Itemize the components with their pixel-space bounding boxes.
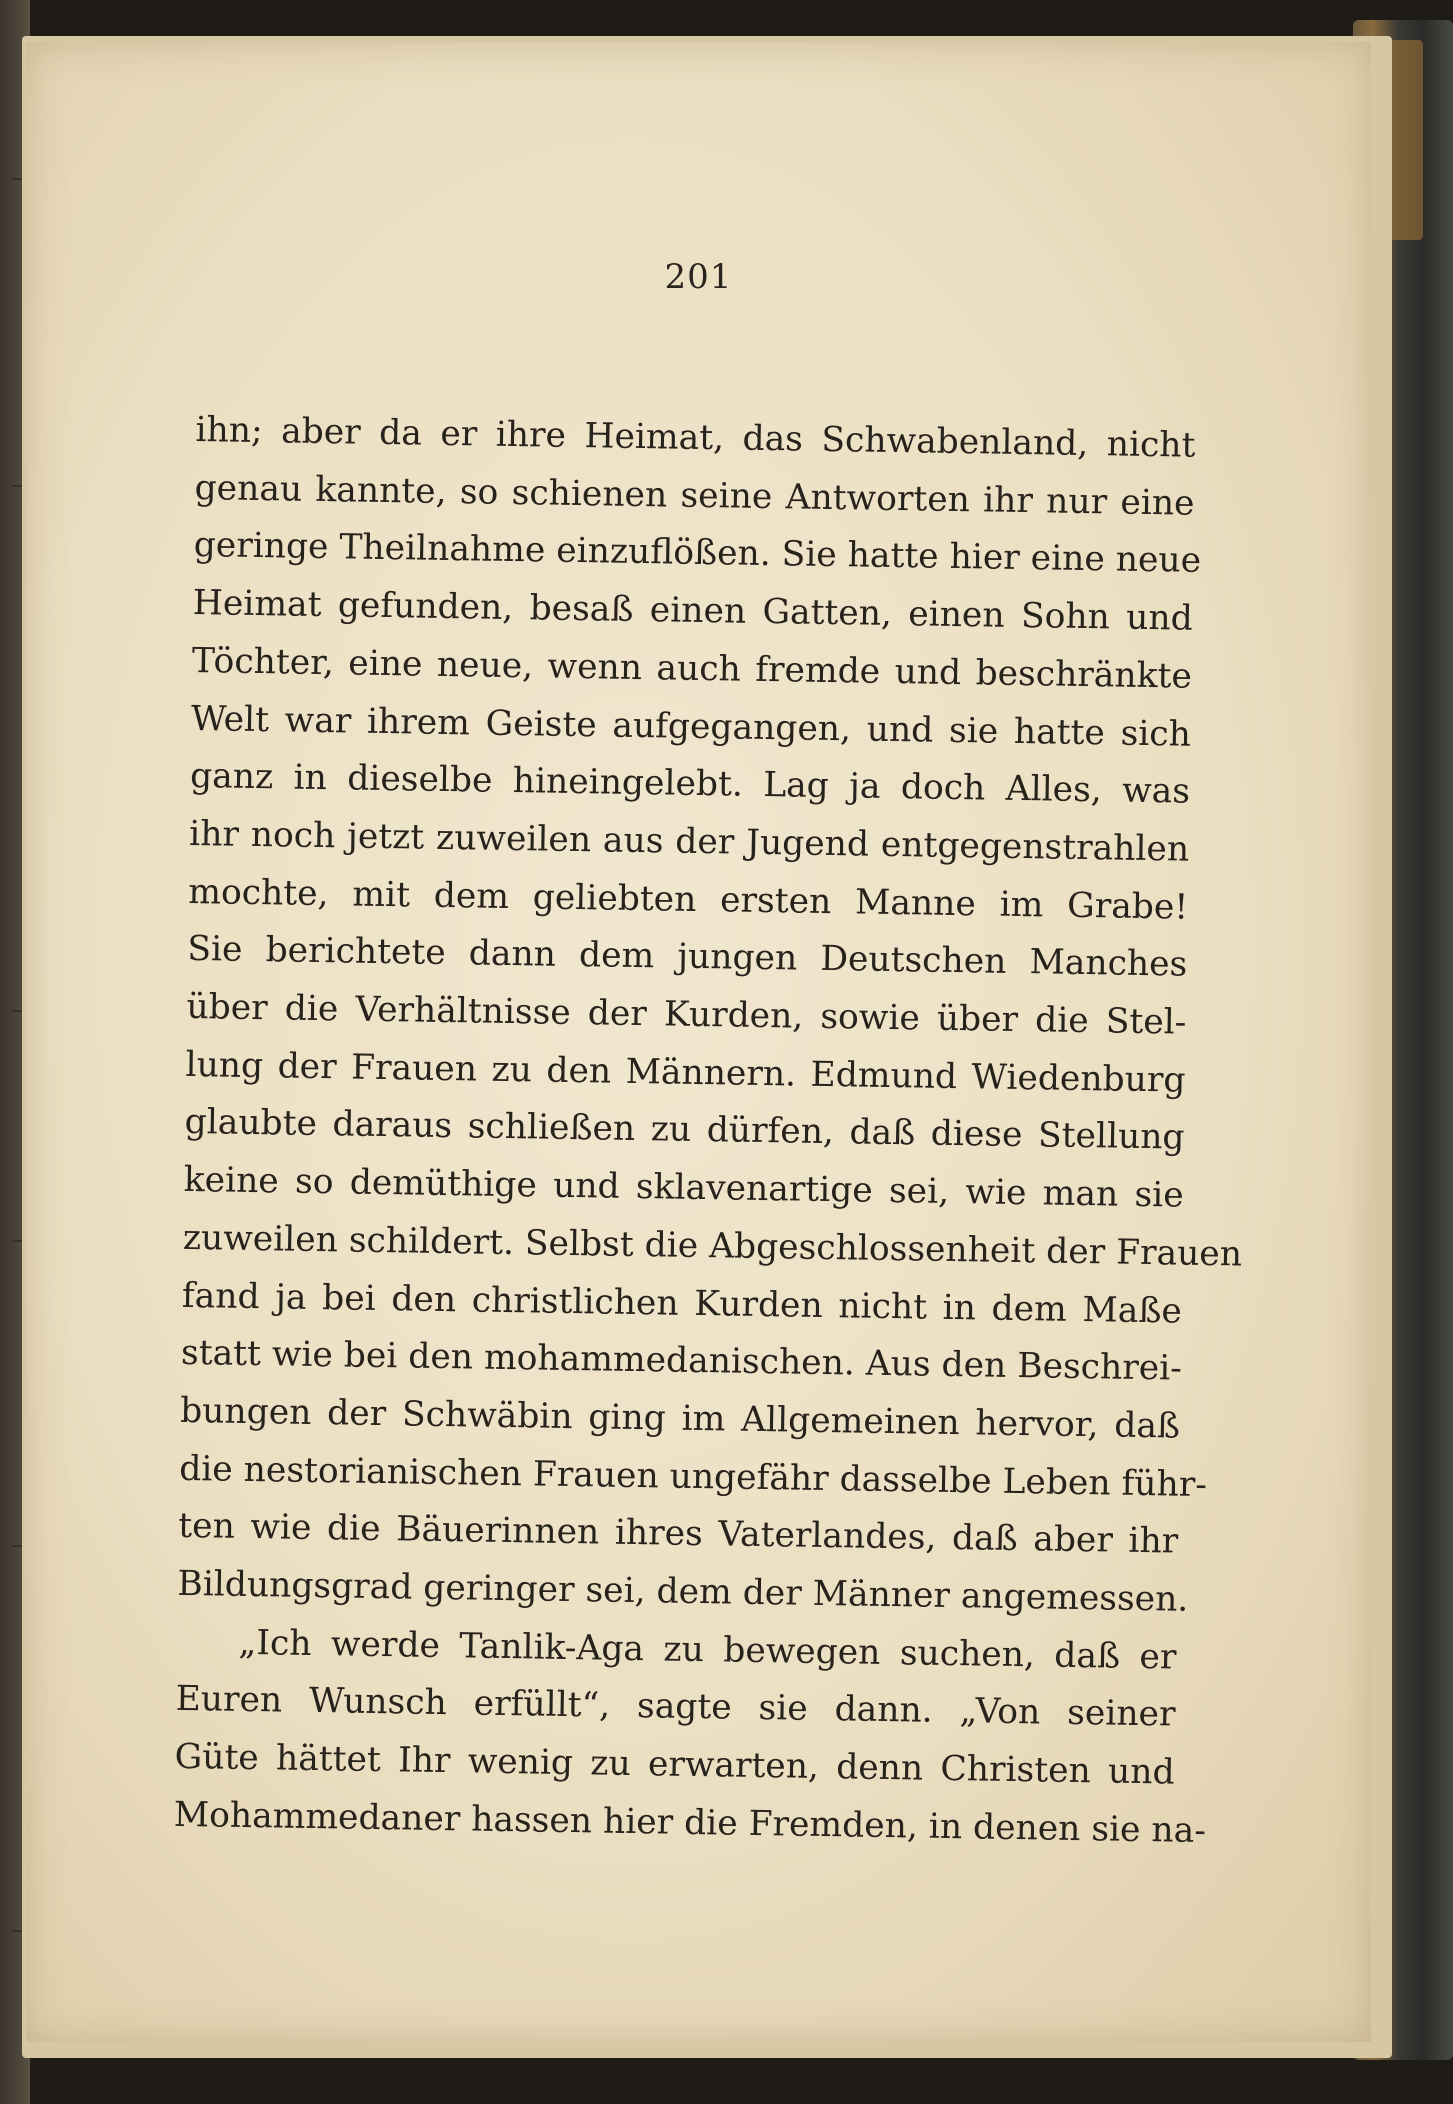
text-line: über die Verhältnisse der Kurden, sowie über die Stel- [186, 986, 1187, 1043]
text-line: fand ja bei den christlichen Kurden nicht in dem Maße [181, 1275, 1183, 1332]
text-line: die nestorianischen Frauen ungefähr dasselbe Leben führ- [178, 1448, 1208, 1505]
text-line: Mohammedaner hassen hier die Fremden, in denen sie na- [173, 1794, 1207, 1851]
text-line: Töchter, eine neue, wenn auch fremde und beschränkte [191, 640, 1193, 697]
text-line: ganz in dieselbe hineingelebt. Lag ja doch Alles, was [189, 756, 1191, 812]
text-line: ten wie die Bäuerinnen ihres Vaterlandes, daß aber ihr [178, 1506, 1179, 1562]
text-line: Heimat gefunden, besaß einen Gatten, einen Sohn und [192, 583, 1194, 639]
binding-mark [12, 1010, 22, 1012]
text-line: bungen der Schwäbin ging im Allgemeinen hervor, daß [179, 1390, 1181, 1447]
text-line: keine so demüthige und sklavenartige sei, wie man sie [183, 1160, 1184, 1216]
text-line: statt wie bei den mohammedanischen. Aus den Beschrei- [180, 1333, 1183, 1389]
text-line: lung der Frauen zu den Männern. Edmund Wiedenburg [185, 1044, 1186, 1101]
text-line: genau kannte, so schienen seine Antworten ihr nur eine [194, 467, 1195, 524]
binding-mark [12, 1930, 22, 1932]
text-line: ihr noch jetzt zuweilen aus der Jugend entgegenstrahlen [188, 813, 1190, 870]
text-line: glaubte daraus schließen zu dürfen, daß diese Stellung [184, 1102, 1185, 1159]
page-number: 201 [664, 257, 733, 297]
binding-mark [12, 1240, 22, 1242]
text-line: Welt war ihrem Geiste aufgegangen, und sie hatte sich [190, 698, 1192, 755]
text-line: Euren Wunsch erfüllt“, sagte sie dann. „Von seiner [175, 1679, 1176, 1736]
text-line: „Ich werde Tanlik-Aga zu bewegen suchen, daß er [238, 1622, 1177, 1678]
text-line: zuweilen schildert. Selbst die Abgeschlossenheit der Frauen [182, 1217, 1243, 1275]
body-text [173, 402, 1243, 1860]
text-line: mochte, mit dem geliebten ersten Manne im Grabe! [187, 871, 1189, 928]
text-line: Güte hättet Ihr wenig zu erwarten, denn Christen und [174, 1737, 1175, 1793]
binding-mark [12, 1545, 22, 1547]
text-line: Bildungsgrad geringer sei, dem der Männer angemessen. [177, 1563, 1189, 1620]
text-line: ihn; aber da er ihre Heimat, das Schwabenland, nicht [195, 409, 1196, 466]
page-paper [26, 42, 1371, 2042]
binding-mark [12, 178, 22, 180]
text-line: geringe Theilnahme einzuflößen. Sie hatte hier eine neue [193, 525, 1202, 582]
text-line: Sie berichtete dann dem jungen Deutschen Manches [187, 929, 1188, 985]
binding-mark [12, 485, 22, 487]
